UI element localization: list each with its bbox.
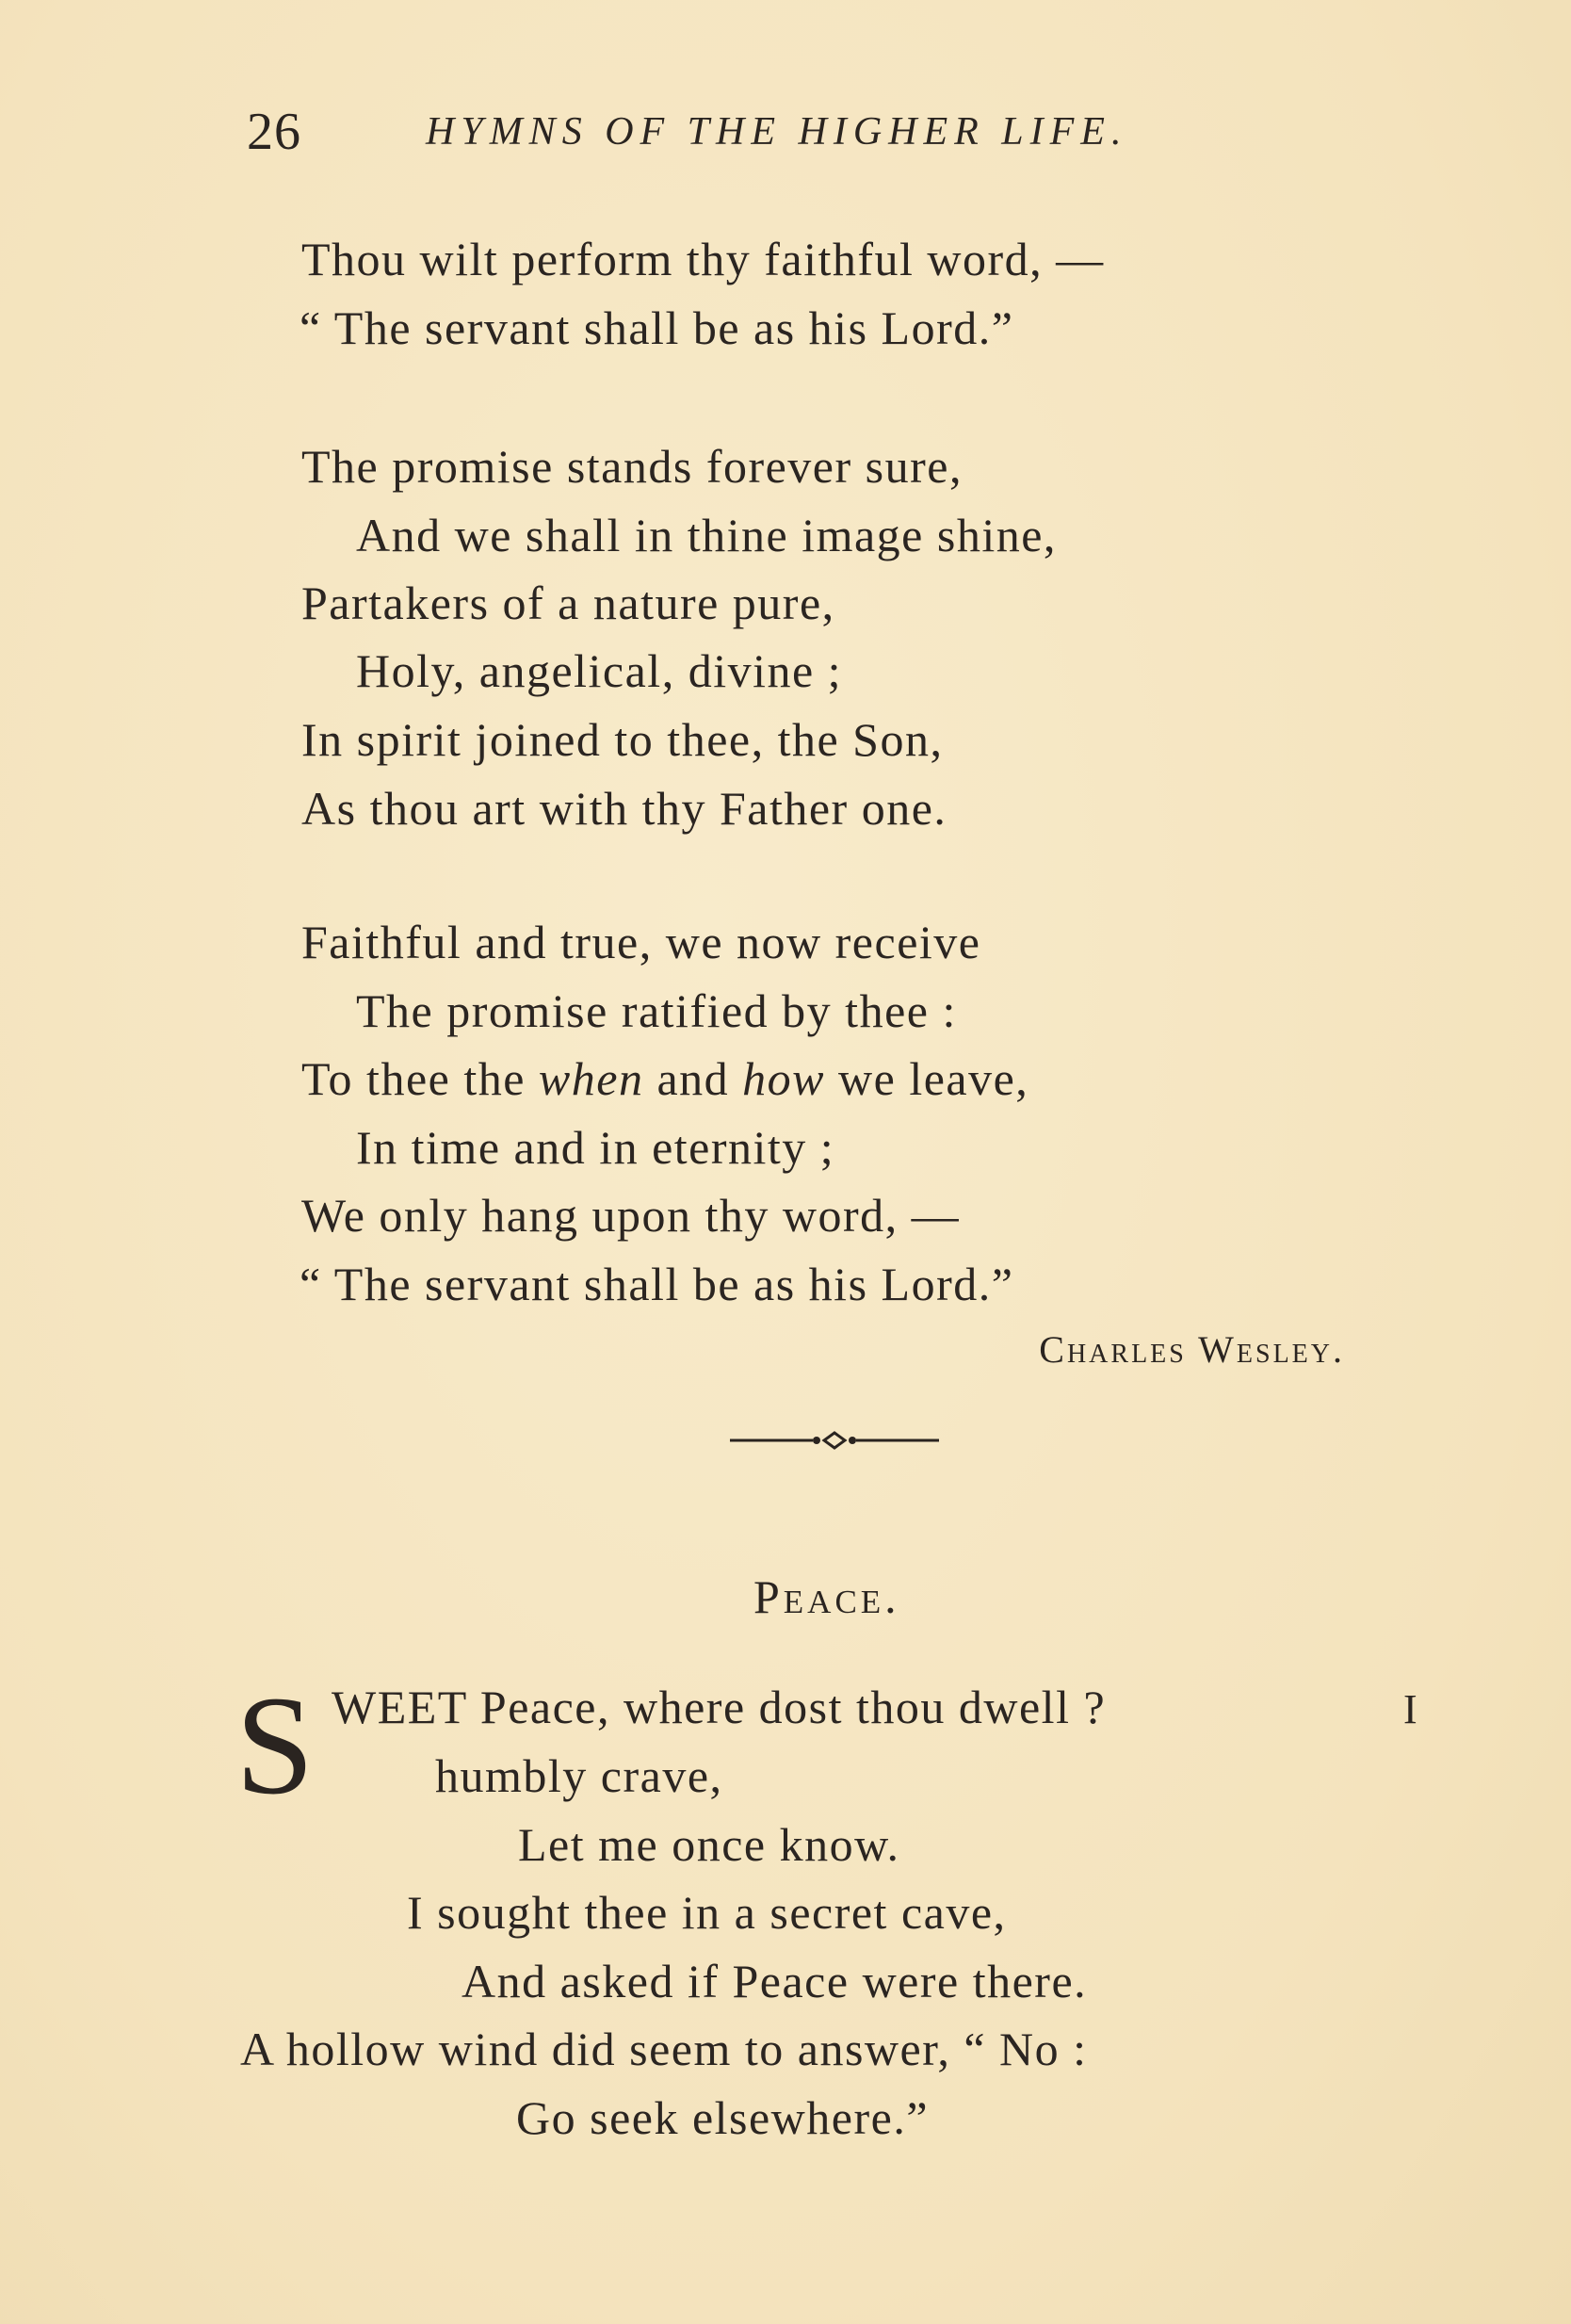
- running-title: HYMNS OF THE HIGHER LIFE.: [426, 110, 1128, 154]
- poem-line: Go seek elsewhere.”: [516, 2091, 930, 2144]
- poem-line: “ The servant shall be as his Lord.”: [300, 301, 1014, 354]
- poem-line: And we shall in thine image shine,: [356, 509, 1057, 561]
- poem-title: Peace.: [753, 1570, 900, 1623]
- poem-line: humbly crave,: [435, 1749, 723, 1802]
- page-number: 26: [247, 103, 301, 161]
- poem-line: I sought thee in a secret cave,: [407, 1886, 1007, 1939]
- poem-line: Partakers of a nature pure,: [301, 577, 835, 629]
- poem-line: Let me once know.: [518, 1818, 900, 1871]
- poem-line: “ The servant shall be as his Lord.”: [300, 1258, 1014, 1310]
- poem-line-text: we leave,: [825, 1052, 1029, 1105]
- poem-line: The promise ratified by thee :: [356, 984, 957, 1037]
- poem-line: Thou wilt perform thy faithful word, —: [301, 233, 1105, 285]
- drop-cap: S: [235, 1667, 315, 1824]
- italic-word: how: [742, 1052, 826, 1105]
- ornament-divider-icon: [730, 1427, 939, 1454]
- poem-line-text: To thee the: [301, 1052, 539, 1105]
- poem-line: [301, 1050, 1028, 1107]
- poem-line: In spirit joined to thee, the Son,: [301, 713, 944, 766]
- poem-line: And asked if Peace were there.: [462, 1955, 1088, 2007]
- poem-line: WEET Peace, where dost thou dwell ?: [332, 1681, 1107, 1733]
- author-attribution: Charles Wesley.: [1039, 1328, 1345, 1371]
- poem-line: We only hang upon thy word, —: [301, 1189, 961, 1242]
- margin-mark: I: [1403, 1686, 1417, 1732]
- poem-line: A hollow wind did seem to answer, “ No :: [240, 2023, 1088, 2075]
- poem-line: As thou art with thy Father one.: [301, 782, 947, 835]
- poem-line: The promise stands forever sure,: [301, 440, 963, 493]
- poem-line-text: and: [643, 1052, 743, 1105]
- italic-word: when: [538, 1052, 644, 1105]
- poem-line: Holy, angelical, divine ;: [356, 644, 843, 697]
- poem-line: In time and in eternity ;: [356, 1121, 835, 1174]
- poem-line: Faithful and true, we now receive: [301, 916, 981, 968]
